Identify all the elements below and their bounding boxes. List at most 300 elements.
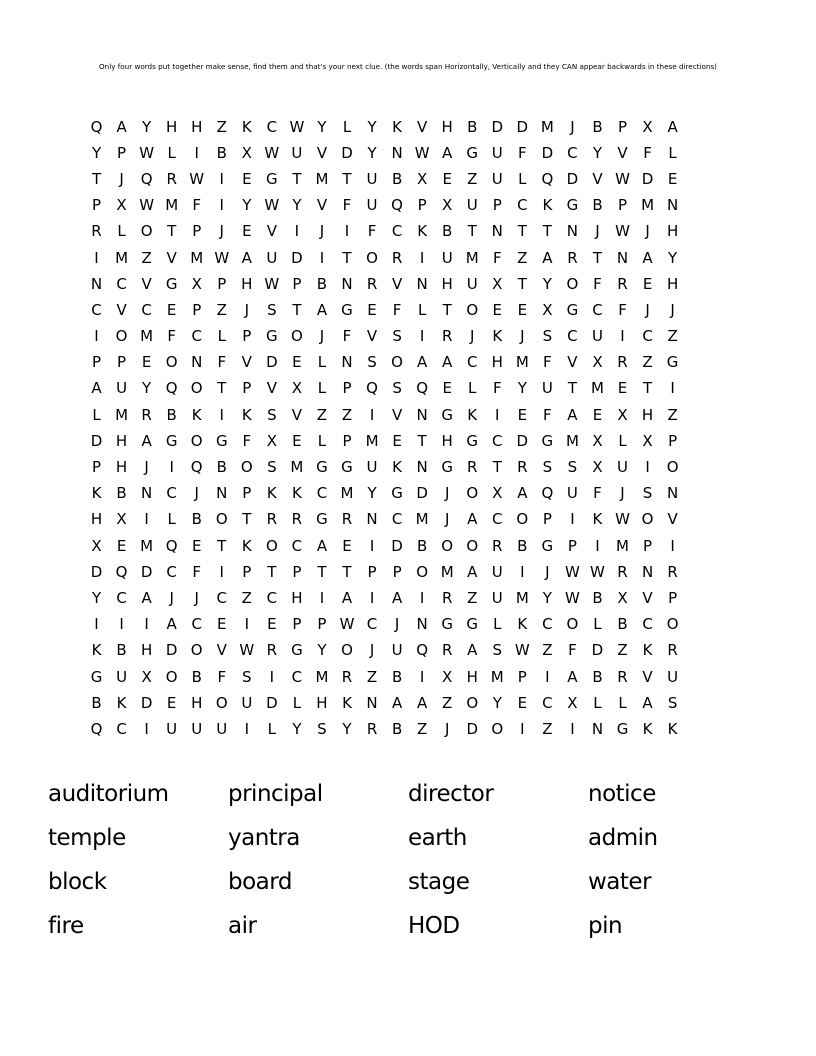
grid-letter: M: [440, 562, 454, 581]
grid-letter: K: [517, 615, 528, 634]
word-list-item: yantra: [228, 825, 300, 851]
grid-letter: D: [391, 536, 403, 555]
grid-letter: K: [342, 693, 352, 712]
grid-letter: J: [219, 222, 224, 241]
grid-letter: H: [466, 667, 478, 686]
grid-letter: E: [667, 169, 678, 188]
grid-letter: A: [642, 248, 653, 267]
grid-letter: T: [442, 300, 452, 319]
grid-letter: Z: [442, 693, 453, 712]
grid-letter: O: [666, 458, 679, 477]
grid-letter: U: [191, 719, 203, 738]
grid-letter: B: [216, 458, 227, 477]
grid-letter: I: [369, 405, 375, 424]
grid-letter: V: [241, 353, 252, 372]
grid-letter: Z: [141, 248, 152, 267]
grid-letter: Q: [115, 562, 128, 581]
grid-letter: E: [617, 379, 628, 398]
grid-letter: J: [119, 169, 124, 188]
grid-letter: L: [518, 169, 527, 188]
grid-letter: B: [316, 274, 328, 293]
grid-letter: O: [466, 536, 479, 555]
grid-letter: E: [442, 379, 452, 398]
grid-letter: E: [166, 693, 177, 712]
grid-row: [84, 193, 685, 219]
grid-row: [84, 559, 685, 585]
grid-row: [84, 350, 685, 376]
grid-letter: N: [416, 458, 428, 477]
grid-letter: G: [215, 431, 228, 450]
grid-letter: R: [366, 274, 378, 293]
grid-letter: O: [265, 536, 278, 555]
grid-letter: C: [366, 615, 378, 634]
grid-letter: U: [241, 693, 253, 712]
grid-letter: A: [567, 405, 578, 424]
grid-letter: K: [116, 693, 127, 712]
word-list-item: water: [588, 869, 652, 895]
grid-letter: L: [618, 693, 627, 712]
grid-letter: Y: [542, 274, 552, 293]
grid-letter: H: [90, 510, 103, 529]
grid-letter: X: [592, 431, 603, 450]
grid-letter: Y: [91, 143, 102, 162]
grid-letter: O: [341, 641, 353, 660]
grid-letter: E: [517, 300, 528, 319]
grid-letter: Z: [216, 117, 227, 136]
grid-letter: B: [391, 719, 403, 738]
grid-letter: J: [169, 588, 174, 607]
grid-letter: W: [414, 143, 430, 162]
grid-letter: N: [191, 353, 203, 372]
grid-letter: U: [617, 458, 628, 477]
grid-letter: A: [141, 431, 152, 450]
grid-letter: F: [593, 274, 602, 293]
grid-row: [84, 140, 685, 166]
grid-letter: M: [616, 536, 629, 555]
grid-letter: C: [592, 300, 603, 319]
grid-letter: A: [642, 693, 653, 712]
grid-letter: O: [466, 693, 479, 712]
grid-letter: Z: [467, 169, 478, 188]
grid-letter: I: [520, 719, 525, 738]
grid-letter: L: [593, 693, 602, 712]
grid-letter: V: [316, 196, 328, 215]
grid-letter: Y: [142, 117, 152, 136]
grid-letter: F: [518, 143, 527, 162]
grid-row: [84, 716, 685, 742]
grid-letter: F: [167, 327, 176, 346]
grid-letter: A: [241, 248, 252, 267]
grid-letter: D: [591, 641, 604, 660]
grid-letter: I: [344, 222, 350, 241]
grid-letter: I: [94, 248, 99, 267]
grid-letter: G: [466, 143, 479, 162]
grid-letter: K: [392, 117, 402, 136]
grid-letter: A: [667, 117, 678, 136]
grid-letter: O: [215, 693, 228, 712]
grid-letter: B: [592, 588, 603, 607]
grid-letter: D: [541, 143, 554, 162]
grid-letter: P: [317, 615, 327, 634]
grid-letter: U: [591, 327, 603, 346]
grid-letter: Y: [317, 117, 327, 136]
grid-letter: P: [367, 562, 377, 581]
grid-letter: E: [141, 353, 152, 372]
grid-letter: X: [642, 117, 653, 136]
word-list-item: HOD: [408, 913, 460, 939]
grid-letter: Z: [467, 588, 478, 607]
grid-letter: A: [442, 143, 453, 162]
grid-letter: P: [392, 562, 402, 581]
grid-letter: S: [567, 458, 578, 477]
grid-letter: V: [642, 588, 653, 607]
grid-letter: K: [191, 405, 202, 424]
grid-letter: O: [666, 615, 679, 634]
grid-letter: C: [116, 588, 127, 607]
grid-letter: B: [592, 196, 603, 215]
grid-letter: N: [641, 562, 654, 581]
grid-letter: M: [115, 248, 129, 267]
grid-letter: K: [241, 536, 252, 555]
grid-letter: R: [517, 458, 528, 477]
grid-letter: R: [467, 458, 478, 477]
grid-letter: G: [165, 431, 178, 450]
grid-letter: O: [140, 222, 153, 241]
grid-letter: C: [642, 327, 653, 346]
grid-letter: G: [541, 431, 554, 450]
grid-letter: C: [166, 562, 177, 581]
grid-letter: E: [116, 536, 127, 555]
grid-letter: T: [342, 248, 352, 267]
grid-letter: P: [117, 353, 127, 372]
grid-letter: O: [165, 667, 178, 686]
grid-row: [84, 297, 685, 323]
grid-letter: F: [217, 353, 227, 372]
grid-letter: I: [419, 588, 425, 607]
grid-letter: W: [564, 588, 580, 607]
grid-letter: H: [191, 117, 203, 136]
grid-letter: V: [592, 169, 603, 188]
grid-letter: R: [617, 274, 628, 293]
grid-row: [84, 454, 685, 480]
instructions-text: Only four words put together make sense, find them and that's your next clue. (the words span Horizontally, Vertically and they CAN appear backwards in these directions): [98, 62, 717, 71]
grid-letter: G: [341, 458, 353, 477]
grid-letter: R: [391, 248, 403, 267]
grid-letter: F: [543, 353, 552, 372]
grid-letter: O: [491, 719, 504, 738]
grid-letter: R: [91, 222, 102, 241]
grid-letter: N: [616, 248, 629, 267]
grid-letter: S: [492, 641, 503, 660]
grid-letter: S: [242, 667, 252, 686]
grid-letter: N: [666, 484, 679, 503]
grid-letter: U: [166, 719, 178, 738]
grid-letter: G: [266, 169, 278, 188]
grid-letter: E: [166, 300, 177, 319]
grid-letter: C: [266, 588, 278, 607]
grid-letter: Y: [367, 143, 377, 162]
grid-letter: C: [642, 615, 653, 634]
grid-letter: T: [567, 379, 577, 398]
grid-letter: U: [266, 248, 278, 267]
grid-letter: I: [670, 536, 675, 555]
grid-letter: C: [266, 117, 278, 136]
grid-letter: P: [292, 615, 302, 634]
grid-letter: H: [115, 458, 128, 477]
grid-letter: H: [641, 405, 654, 424]
grid-letter: Z: [517, 248, 528, 267]
grid-letter: W: [615, 510, 630, 529]
grid-letter: T: [342, 169, 352, 188]
grid-letter: Q: [416, 379, 429, 398]
grid-letter: A: [391, 588, 403, 607]
grid-letter: F: [643, 143, 652, 162]
grid-letter: R: [441, 641, 453, 660]
grid-letter: A: [316, 300, 328, 319]
grid-row: [84, 507, 685, 533]
grid-letter: V: [141, 274, 152, 293]
grid-letter: U: [466, 196, 478, 215]
grid-letter: B: [216, 143, 227, 162]
grid-letter: I: [319, 588, 325, 607]
grid-letter: G: [666, 353, 679, 372]
grid-letter: A: [467, 510, 478, 529]
grid-letter: M: [515, 588, 529, 607]
grid-letter: L: [292, 693, 302, 712]
grid-letter: K: [492, 327, 503, 346]
grid-letter: B: [592, 667, 603, 686]
grid-letter: D: [140, 693, 153, 712]
grid-letter: L: [117, 222, 126, 241]
word-list-item: admin: [588, 825, 658, 851]
grid-letter: F: [492, 248, 502, 267]
grid-letter: Z: [642, 353, 653, 372]
grid-letter: M: [365, 431, 379, 450]
grid-letter: H: [491, 353, 503, 372]
grid-letter: I: [169, 458, 174, 477]
grid-letter: D: [341, 143, 353, 162]
grid-letter: B: [116, 484, 127, 503]
grid-letter: L: [618, 431, 627, 450]
grid-letter: P: [643, 536, 653, 555]
grid-letter: Z: [316, 405, 328, 424]
grid-letter: G: [566, 196, 579, 215]
grid-letter: J: [319, 327, 325, 346]
grid-letter: K: [467, 405, 478, 424]
grid-letter: D: [641, 169, 654, 188]
grid-letter: X: [241, 143, 252, 162]
grid-letter: N: [341, 353, 353, 372]
grid-letter: M: [465, 248, 479, 267]
grid-letter: J: [369, 641, 375, 660]
grid-row: [84, 219, 685, 245]
grid-letter: Y: [367, 117, 377, 136]
grid-letter: V: [366, 327, 378, 346]
grid-letter: P: [192, 222, 202, 241]
grid-letter: D: [266, 693, 278, 712]
grid-letter: D: [416, 484, 428, 503]
grid-letter: T: [242, 510, 252, 529]
grid-letter: J: [319, 222, 325, 241]
grid-letter: J: [670, 300, 675, 319]
grid-letter: P: [617, 117, 628, 136]
grid-letter: Q: [165, 536, 178, 555]
grid-letter: T: [267, 562, 277, 581]
grid-letter: P: [192, 300, 202, 319]
grid-letter: B: [166, 405, 177, 424]
grid-letter: O: [115, 327, 128, 346]
grid-letter: R: [617, 562, 628, 581]
grid-letter: I: [570, 510, 575, 529]
grid-letter: A: [141, 588, 152, 607]
grid-letter: P: [217, 274, 227, 293]
grid-letter: W: [139, 196, 155, 215]
grid-letter: M: [190, 248, 204, 267]
grid-letter: W: [615, 169, 630, 188]
word-list-item: air: [228, 913, 257, 939]
grid-letter: X: [116, 196, 127, 215]
grid-letter: E: [342, 536, 352, 555]
grid-letter: X: [567, 693, 578, 712]
grid-letter: O: [566, 615, 579, 634]
grid-letter: A: [316, 536, 328, 555]
grid-letter: Y: [292, 719, 302, 738]
grid-letter: N: [666, 196, 679, 215]
grid-letter: P: [668, 588, 678, 607]
grid-letter: H: [441, 274, 453, 293]
grid-letter: N: [416, 615, 428, 634]
grid-letter: T: [517, 222, 527, 241]
grid-letter: R: [341, 667, 353, 686]
grid-letter: I: [419, 327, 425, 346]
grid-letter: T: [292, 169, 302, 188]
grid-letter: I: [219, 169, 224, 188]
grid-letter: H: [666, 274, 679, 293]
grid-row: [84, 612, 685, 638]
grid-letter: P: [242, 484, 252, 503]
grid-letter: T: [417, 431, 427, 450]
grid-letter: F: [242, 431, 252, 450]
grid-letter: Z: [216, 300, 227, 319]
grid-letter: D: [516, 431, 529, 450]
grid-letter: N: [216, 484, 228, 503]
grid-letter: W: [189, 169, 205, 188]
grid-letter: O: [391, 353, 403, 372]
grid-letter: B: [391, 667, 403, 686]
grid-letter: J: [444, 719, 450, 738]
grid-letter: F: [192, 196, 202, 215]
grid-letter: G: [566, 300, 579, 319]
grid-letter: V: [667, 510, 678, 529]
grid-letter: N: [566, 222, 579, 241]
grid-letter: G: [266, 327, 278, 346]
grid-letter: S: [542, 458, 553, 477]
grid-letter: O: [566, 274, 579, 293]
grid-letter: F: [367, 222, 377, 241]
grid-letter: E: [267, 615, 277, 634]
grid-letter: D: [140, 562, 153, 581]
grid-letter: F: [543, 405, 552, 424]
word-list: [48, 780, 768, 940]
grid-letter: I: [94, 615, 99, 634]
grid-letter: T: [492, 458, 502, 477]
grid-letter: T: [217, 536, 227, 555]
grid-letter: D: [90, 431, 103, 450]
grid-letter: Y: [292, 196, 302, 215]
grid-letter: U: [491, 562, 503, 581]
grid-letter: F: [492, 379, 502, 398]
grid-letter: R: [567, 248, 578, 267]
grid-letter: A: [442, 353, 453, 372]
grid-letter: Q: [366, 379, 378, 398]
grid-letter: E: [492, 300, 503, 319]
grid-letter: I: [119, 615, 124, 634]
grid-letter: I: [419, 248, 425, 267]
grid-letter: G: [466, 431, 479, 450]
grid-letter: D: [165, 641, 178, 660]
grid-letter: C: [191, 615, 202, 634]
word-list-item: board: [228, 869, 292, 895]
grid-letter: G: [541, 536, 554, 555]
grid-letter: B: [467, 117, 478, 136]
grid-letter: P: [117, 143, 127, 162]
grid-letter: X: [617, 405, 628, 424]
grid-letter: H: [666, 222, 679, 241]
grid-letter: G: [441, 405, 453, 424]
grid-letter: L: [668, 143, 677, 162]
grid-letter: L: [167, 143, 176, 162]
grid-letter: Q: [140, 169, 153, 188]
grid-row: [84, 114, 685, 140]
grid-letter: L: [493, 615, 502, 634]
grid-letter: K: [241, 405, 252, 424]
grid-letter: C: [517, 196, 528, 215]
grid-letter: X: [617, 588, 628, 607]
grid-letter: Q: [391, 196, 403, 215]
grid-letter: A: [341, 588, 353, 607]
grid-letter: G: [291, 641, 303, 660]
grid-letter: U: [667, 667, 679, 686]
grid-letter: J: [545, 562, 550, 581]
grid-letter: P: [668, 431, 678, 450]
grid-letter: C: [542, 693, 553, 712]
grid-letter: P: [417, 196, 427, 215]
grid-letter: I: [369, 536, 375, 555]
grid-letter: T: [91, 169, 102, 188]
grid-letter: Q: [90, 719, 103, 738]
grid-letter: A: [391, 693, 403, 712]
grid-letter: B: [442, 222, 453, 241]
word-list-item: auditorium: [48, 781, 169, 807]
grid-letter: T: [642, 379, 653, 398]
grid-letter: Z: [241, 588, 252, 607]
grid-letter: V: [266, 379, 277, 398]
grid-letter: D: [466, 719, 478, 738]
grid-letter: I: [620, 327, 625, 346]
grid-letter: C: [567, 327, 578, 346]
grid-letter: R: [617, 353, 628, 372]
grid-letter: C: [567, 143, 578, 162]
grid-letter: B: [91, 693, 102, 712]
grid-letter: P: [242, 327, 252, 346]
grid-letter: S: [267, 300, 277, 319]
grid-letter: L: [167, 510, 176, 529]
grid-letter: M: [140, 536, 154, 555]
grid-letter: I: [369, 588, 375, 607]
grid-letter: U: [216, 719, 228, 738]
grid-letter: Q: [90, 117, 103, 136]
grid-letter: Z: [667, 405, 678, 424]
